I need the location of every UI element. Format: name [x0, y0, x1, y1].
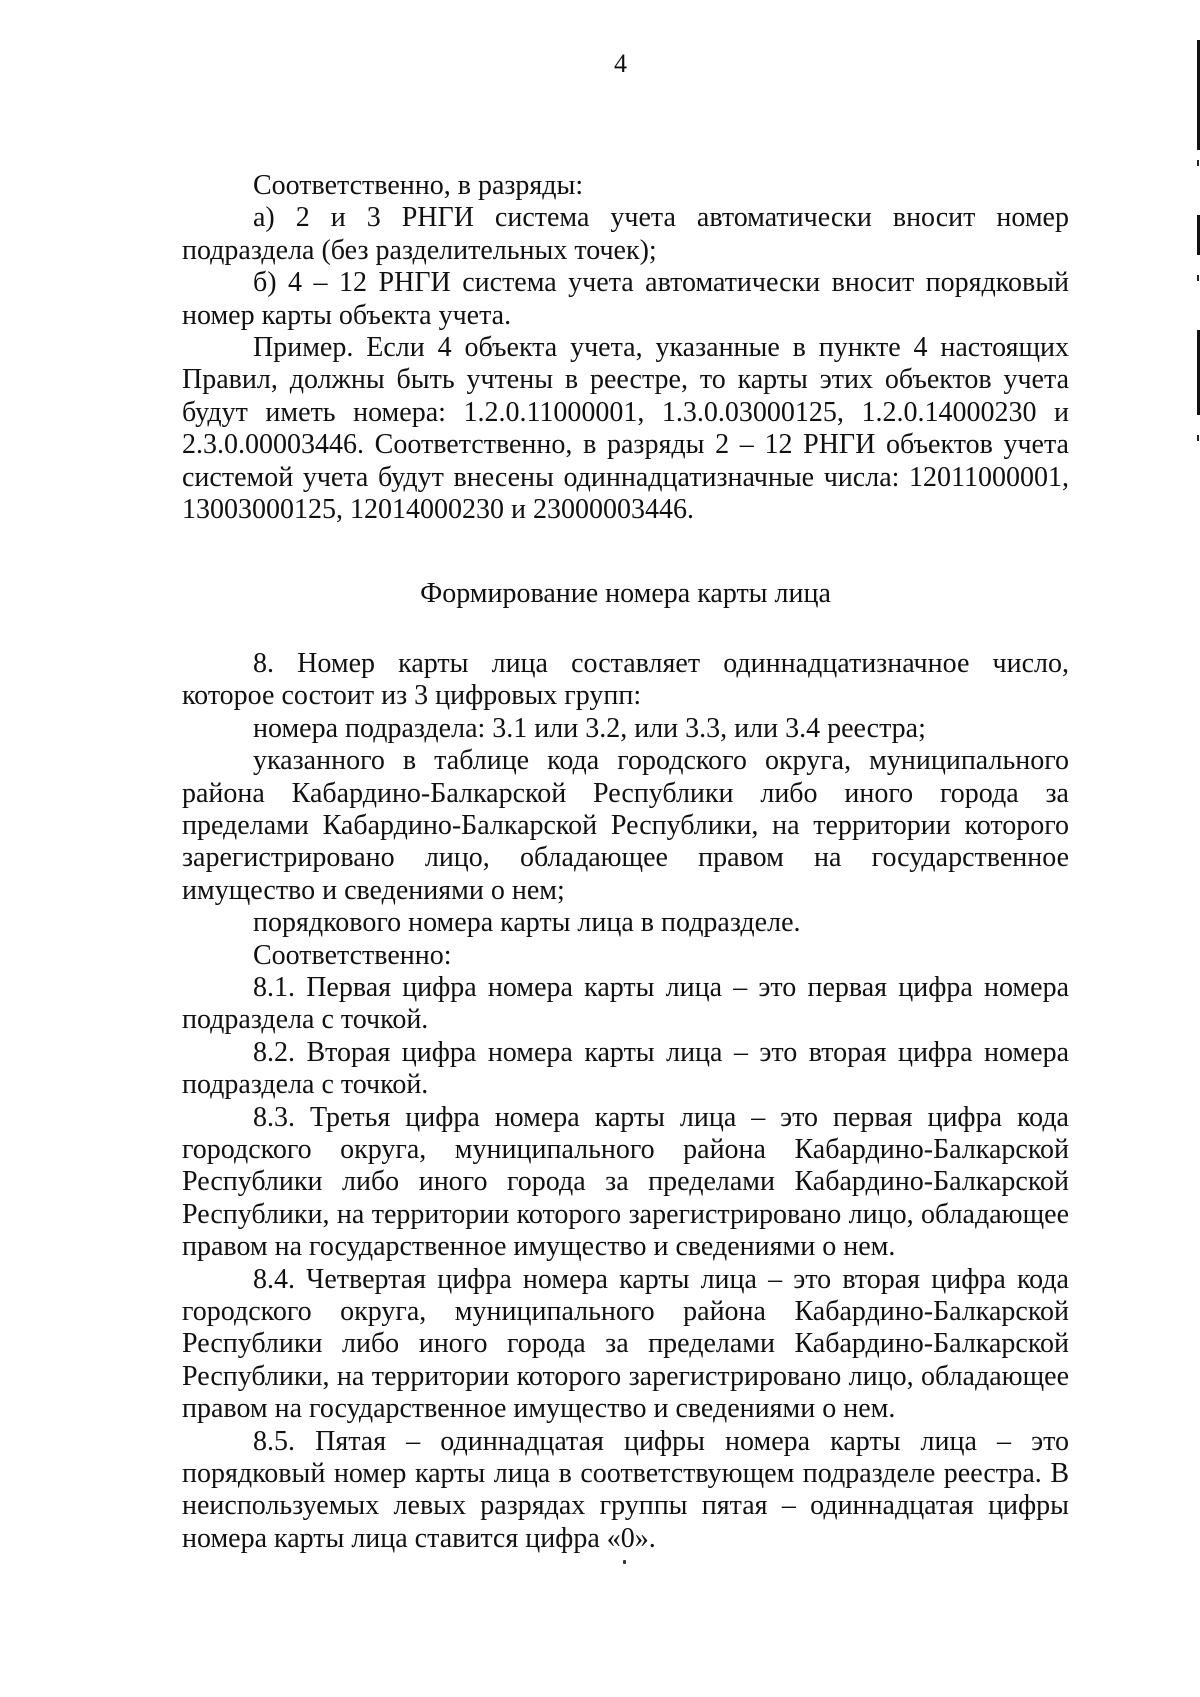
paragraph-item-a: а) 2 и 3 РНГИ система учета автоматически вносит номер подраздела (без разделительных точек);: [182, 202, 1069, 266]
paragraph-8-accordingly: Соответственно:: [253, 939, 452, 971]
paragraph-8-group-1: номера подраздела: 3.1 или 3.2, или 3.3, или 3.4 реестра;: [253, 712, 926, 744]
paragraph-8: 8. Номер карты лица составляет одиннадцатизначное число, которое состоит из 3 цифровых групп:: [182, 647, 1069, 712]
paragraph-8-group-2: указанного в таблице кода городского округа, муниципального района Кабардино-Балкарской Республики либо иного города за пределами Кабардино-Балкарской Республики, на территории которого зарегистрировано лицо, обладающее правом на государственное имущество и сведениями о нем;: [182, 745, 1069, 906]
paragraph-8-3: 8.3. Третья цифра номера карты лица – это первая цифра кода городского округа, муниципального района Кабардино-Балкарской Республики либо иного города за пределами Кабардино-Балкарской Республики, на территории которого зарегистрировано лицо, обладающее правом на государственное имущество и сведениями о нем.: [182, 1101, 1069, 1263]
paragraph-item-b: б) 4 – 12 РНГИ система учета автоматически вносит порядковый номер карты объекта учета.: [182, 267, 1069, 331]
paragraph-8-5: 8.5. Пятая – одиннадцатая цифры номера карты лица – это порядковый номер карты лица в соответствующем подразделе реестра. В неиспользуемых левых разрядах группы пятая – одиннадцатая цифры номера карты лица ставится цифра «0».: [182, 1425, 1069, 1554]
page-number: 4: [614, 49, 627, 78]
section-heading: Формирование номера карты лица: [420, 578, 831, 610]
paragraph-8-group-3: порядкового номера карты лица в подразделе.: [253, 907, 801, 939]
scan-edge-mark: [1197, 275, 1199, 281]
paragraph-8-4: 8.4. Четвертая цифра номера карты лица – это вторая цифра кода городского округа, муниципального района Кабардино-Балкарской Республики либо иного города за пределами Кабардино-Балкарской Республики, на территории которого зарегистрировано лицо, обладающее правом на государственное имущество и сведениями о нем.: [182, 1263, 1069, 1425]
scan-speck: [623, 1560, 626, 1564]
scan-edge-mark: [1197, 435, 1199, 441]
paragraph-8-2: 8.2. Вторая цифра номера карты лица – это вторая цифра номера подраздела с точкой.: [182, 1036, 1069, 1101]
paragraph-intro: Соответственно, в разряды:: [253, 170, 584, 201]
paragraph-8-1: 8.1. Первая цифра номера карты лица – это первая цифра номера подраздела с точкой.: [182, 971, 1069, 1036]
scan-edge-mark: [1197, 160, 1199, 166]
paragraph-example: Пример. Если 4 объекта учета, указанные в пункте 4 настоящих Правил, должны быть учтены в реестре, то карты этих объектов учета будут иметь номера: 1.2.0.11000001, 1.3.0.03000125, 1.2.0.14000230 и 2.3.0.00003446. Соответственно, в разряды 2 – 12 РНГИ объектов учета системой учета будут внесены одиннадцатизначные числа: 12011000001, 13003000125, 12014000230 и 23000003446.: [182, 332, 1069, 526]
document-body: [182, 170, 1069, 1555]
